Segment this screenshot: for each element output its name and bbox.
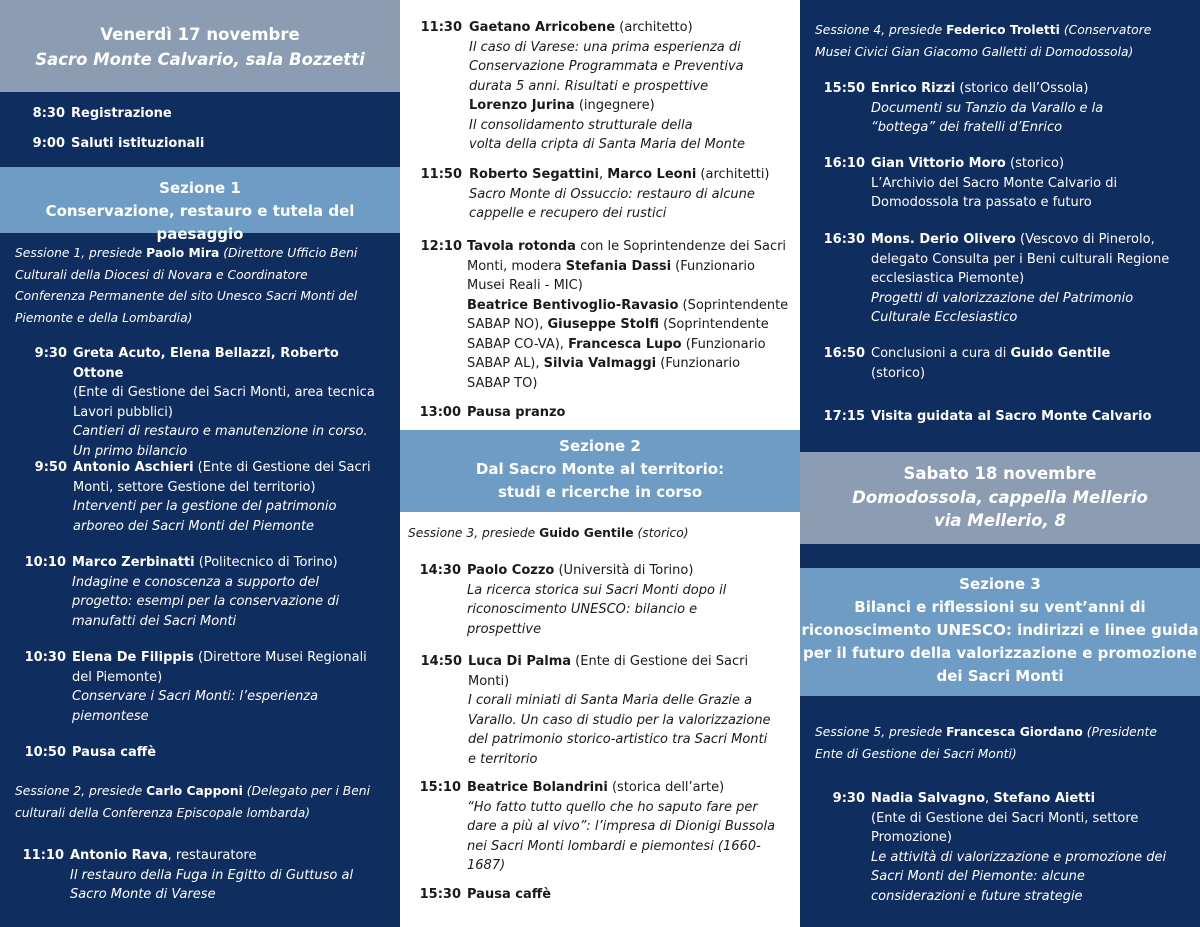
talk-time: 11:10 [22,848,64,863]
session5-chair: Francesca Giordano [946,725,1083,739]
talk-time: 10:10 [24,555,66,570]
break-label: Pausa pranzo [467,405,566,420]
talk-title: Il caso di Varese: una prima esperienza di [469,39,741,55]
session3-chair: Guido Gentile [539,526,634,540]
section1-title: Sezione 1 [159,179,241,197]
break-label: Pausa caffè [72,745,157,760]
talk-time: 12:10 [420,239,462,254]
talk-speakers: Lorenzo Jurina [469,98,575,113]
talk-time: 15:10 [419,780,461,795]
talk-title: Il restauro della Fuga in Egitto di Guttuso al [70,867,354,883]
talk-speakers: Roberto Segattini [469,167,599,182]
talk-title: Progetti di valorizzazione del Patrimonio [871,290,1134,306]
day2-date: Sabato 18 novembre [903,464,1097,483]
roundtable-title: Tavola rotonda [467,239,576,254]
column-left: Venerdì 17 novembre Sacro Monte Calvario, sala Bozzetti 8:30 Registrazione 9:00 Saluti istituzionali Sezione 1 Conservazione, restauro e tutela del paesaggio Sessione 1, presiede Paolo Mira (Direttore Ufficio Beni Culturali della Diocesi di Novara e Coordinatore Conferenza Permanente del sito Unesco Sacri Monti del Piemonte e della Lombardia) 9:30 Greta Acuto, Elena Bellazzi, Roberto Ottone (Ente di Gestione dei Sacri Monti, area tecnica Lavori pubblici) Cantieri di restauro e manutenzione in corso. Un primo bilancio 9:50 Antonio Aschieri (Ente di Gestione dei Sacri Monti, settore Gestione del territorio) Interventi per la gestione del patrimonio arboreo dei Sacri Monti del Piemonte 10:10 Marco Zerbinatti (Politecnico di Torino) Indagine e conoscenza a supporto del progetto: esempi per la conservazione di manufatti dei Sacri Monti 10:30 Elena De Filippis (Direttore Musei Regionali del Piemonte) Conservare i Sacri Monti: l’esperienza piemontese 10:50 Pausa caffè Sessione 2, presiede Carlo Capponi (Delegato per i Beni culturali della Conferenza Episcopale lombarda) 11:10 Antonio Rava, restauratore Il restauro della Fuga in Egitto di Guttuso al Sacro Monte di Varese [0,0,400,927]
session5-info: Sessione 5, presiede Francesca Giordano (Presidente Ente di Gestione dei Sacri Monti) [815,725,1157,761]
talk-title: Conservare i Sacri Monti: l’esperienza [72,689,319,704]
talk-time: 16:50 [823,346,865,361]
talk-time: 14:30 [419,563,461,578]
talk-speakers: Paolo Cozzo [467,563,555,578]
session3-info: Sessione 3, presiede Guido Gentile (storico) [408,526,689,540]
talk-speakers: Beatrice Bolandrini [467,780,608,795]
section1-header [0,167,400,243]
day2-header: Sabato 18 novembre Domodossola, cappella Mellerio via Mellerio, 8 [800,452,1200,544]
talk-speakers: Marco Zerbinatti [72,555,195,570]
talk-speakers: Stefano Aietti [993,791,1096,806]
talk-title: Le attività di valorizzazione e promozione dei [871,849,1167,865]
talk-time: 14:50 [420,654,462,669]
talk-time: 9:50 [34,460,67,475]
break-time: 13:00 [419,405,461,420]
day1-date: Venerdì 17 novembre [100,25,300,44]
opening-label: Saluti istituzionali [71,136,205,151]
session4-chair: Federico Troletti [946,23,1060,37]
talk-speakers: Gaetano Arricobene [469,20,616,35]
talk-speakers: Luca Di Palma [468,654,572,669]
session2-chair: Carlo Capponi [146,784,243,798]
break-label: Pausa caffè [467,887,552,902]
talk-time: 10:30 [24,650,66,665]
opening-time: 9:00 [32,136,65,151]
talk-title: Cantieri di restauro e manutenzione in corso. [73,424,368,439]
section1-subtitle: Conservazione, restauro e tutela del paesaggio [45,202,355,243]
talk-time: 16:10 [823,156,865,171]
talk-speakers: Mons. Derio Olivero [871,232,1016,247]
section2-title: Sezione 2 [559,437,641,455]
opening-label: Registrazione [71,106,172,121]
talk-title: Documenti su Tanzio da Varallo e la [871,100,1104,116]
day1-venue: Sacro Monte Calvario, sala Bozzetti [35,50,365,69]
moderator: Stefania Dassi [565,258,672,274]
session1-info: Sessione 1, presiede Paolo Mira (Direttore Ufficio Beni Culturali della Diocesi di Novara e Coordinatore Conferenza Permanente del sito Unesco Sacri Monti del Piemonte e della Lombardia) [15,246,358,325]
talk-time: 17:15 [823,409,865,424]
break-time: 15:30 [419,887,461,902]
session2-info: Sessione 2, presiede Carlo Capponi (Delegato per i Beni culturali della Conferenza Episcopale lombarda) [15,784,371,820]
talk-title: Sacro Monte di Ossuccio: restauro di alcune [469,186,755,202]
talk-title: “Ho fatto tutto quello che ho saputo fare per [467,799,758,815]
talk-title: Il consolidamento strutturale della [469,117,693,133]
talk-speakers: Nadia Salvagno [871,791,986,806]
talk-speakers: Antonio Rava [70,848,168,863]
talk-time: 16:30 [823,232,865,247]
column-right: Sessione 4, presiede Federico Troletti (Conservatore Musei Civici Gian Giacomo Galletti di Domodossola) 15:50 Enrico Rizzi (storico dell’Ossola) Documenti su Tanzio da Varallo e la “bottega” dei fratelli d’Enrico 16:10 Gian Vittorio Moro (storico) L’Archivio del Sacro Monte Calvario di Domodossola tra passato e futuro 16:30 Mons. Derio Olivero (Vescovo di Pinerolo, delegato Consulta per i Beni culturali Regione ecclesiastica Piemonte) Progetti di valorizzazione del Patrimonio Culturale Ecclesiastico 16:50 Conclusioni a cura di Guido Gentile (storico) 17:15 Visita guidata al Sacro Monte Calvario Sabato 18 novembre Domodossola, cappella Mellerio via Mellerio, 8 Sezione 3 Bilanci e riflessioni su vent’anni di riconoscimento UNESCO: indirizzi e linee guida per il futuro della valorizzazione e promozione dei Sacri Monti Sessione 5, presiede Francesca Giordano (Presidente Ente di Gestione dei Sacri Monti) 9:30 Nadia Salvagno, Stefano Aietti (Ente di Gestione dei Sacri Monti, settore Promozione) Le attività di valorizzazione e promozione dei Sacri Monti del Piemonte: alcune considerazioni e future strategie [800,0,1200,927]
session1-chair: Paolo Mira [146,246,220,260]
day2-venue: Domodossola, cappella Mellerio [852,487,1148,507]
talk-time: 9:30 [34,346,67,361]
talk-speakers: Gian Vittorio Moro [871,156,1006,171]
talk-title: La ricerca storica sui Sacri Monti dopo il [467,582,727,598]
talk-speakers: Enrico Rizzi [871,81,956,96]
visit-label: Visita guidata al Sacro Monte Calvario [871,409,1152,424]
session4-info: Sessione 4, presiede Federico Troletti (Conservatore Musei Civici Gian Giacomo Galletti di Domodossola) [815,23,1152,59]
talk-speakers: Antonio Aschieri [73,460,194,475]
talk-time: 15:50 [823,81,865,96]
talk-speakers: Greta Acuto, Elena Bellazzi, Roberto Ottone [73,346,339,381]
talk-time: 9:30 [832,791,865,806]
day1-header [0,0,400,92]
talk-title: I corali miniati di Santa Maria delle Grazie a [468,693,753,708]
break-time: 10:50 [24,745,66,760]
section2-header: Sezione 2 Dal Sacro Monte al territorio: studi e ricerche in corso [400,430,800,512]
talk-speakers: Guido Gentile [1010,346,1111,361]
talk-title: Indagine e conoscenza a supporto del [72,574,319,590]
talk-time: 11:50 [420,167,462,182]
section3-title: Sezione 3 [959,575,1041,593]
talk-speakers: Marco Leoni [607,167,697,182]
opening-time: 8:30 [32,106,65,121]
talk-speakers: Elena De Filippis [72,650,194,665]
talk-title: Interventi per la gestione del patrimonio [73,499,337,514]
talk-time: 11:30 [420,20,462,35]
section3-header: Sezione 3 Bilanci e riflessioni su vent’anni di riconoscimento UNESCO: indirizzi e linee guida per il futuro della valorizzazione e promozione dei Sacri Monti [800,568,1200,696]
column-middle: 11:30 Gaetano Arricobene (architetto) Il caso di Varese: una prima esperienza di Conservazione Programmata e Preventiva durata 5 anni. Risultati e prospettive Lorenzo Jurina (ingegnere) Il consolidamento strutturale della volta della cripta di Santa Maria del Monte 11:50 Roberto Segattini, Marco Leoni (architetti) Sacro Monte di Ossuccio: restauro di alcune cappelle e recupero dei rustici 12:10 Tavola rotonda con le Soprintendenze dei Sacri Monti, modera Stefania Dassi (Funzionario Musei Reali - MIC) Beatrice Bentivoglio-Ravasio (Soprintendente SABAP NO), Giuseppe Stolfi (Soprintendente SABAP CO-VA), Francesca Lupo (Funzionario SABAP AL), Silvia Valmaggi (Funzionario SABAP TO) 13:00 Pausa pranzo Sezione 2 Dal Sacro Monte al territorio: studi e ricerche in corso Sessione 3, presiede Guido Gentile (storico) 14:30 Paolo Cozzo (Università di Torino) La ricerca storica sui Sacri Monti dopo il riconoscimento UNESCO: bilancio e prospettive 14:50 Luca Di Palma (Ente di Gestione dei Sacri Monti) I corali miniati di Santa Maria delle Grazie a Varallo. Un caso di studio per la valorizzazione del patrimonio storico-artistico tra Sacri Monti e territorio 15:10 Beatrice Bolandrini (storica dell’arte) “Ho fatto tutto quello che ho saputo fare per dare a più al vivo”: l’impresa di Dionigi Bussola nei Sacri Monti lombardi e piemontesi (1660- 1687) 15:30 Pausa caffè [400,0,800,927]
